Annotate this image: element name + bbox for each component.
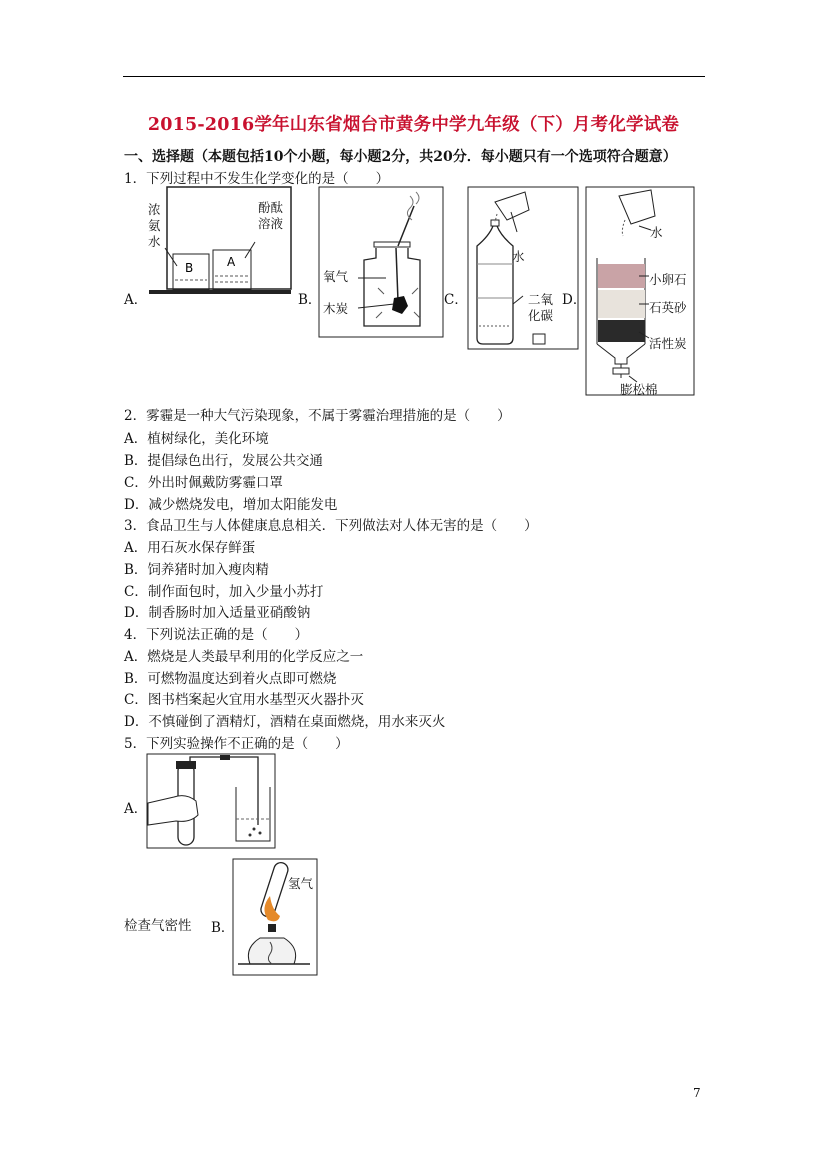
- hydrogen-label: 氢气: [288, 876, 314, 891]
- beaker: [236, 787, 270, 841]
- q5-option-b-label: B．: [211, 920, 235, 936]
- phenolphthalein-label: 酚酞溶液: [258, 200, 284, 231]
- q5-option-a-label: A．: [124, 801, 148, 817]
- q3-option-b: B．饲养猪时加入瘦肉精: [124, 562, 269, 578]
- q1-option-a-label: A．: [124, 292, 148, 308]
- header-rule: [123, 76, 705, 77]
- q5-figure-a: [146, 753, 276, 849]
- q3-stem: 3．食品卫生与人体健康息息相关．下列做法对人体无害的是（ ）: [124, 518, 538, 534]
- q4-option-a: A．燃烧是人类最早利用的化学反应之一: [124, 649, 364, 665]
- charcoal-label: 木炭: [323, 301, 349, 316]
- beaker-a-label: A: [227, 255, 236, 269]
- q2-stem: 2．雾霾是一种大气污染现象，不属于雾霾治理措施的是（ ）: [124, 408, 511, 424]
- q5-option-a-caption: 检查气密性: [124, 918, 192, 934]
- pebble-label: 小卵石: [649, 272, 687, 287]
- q3-option-c: C．制作面包时，加入少量小苏打: [124, 584, 324, 600]
- q1-stem: 1．下列过程中不发生化学变化的是（ ）: [124, 171, 390, 187]
- q2-option-c: C．外出时佩戴防雾霾口罩: [124, 475, 283, 491]
- page-title: 2015-2016学年山东省烟台市黄务中学九年级（下）月考化学试卷: [147, 115, 680, 135]
- q4-option-c: C．图书档案起火宜用水基型灭火器扑灭: [124, 692, 364, 708]
- sand-label: 石英砂: [649, 300, 687, 315]
- q1-figure-c: [467, 186, 579, 350]
- q1-option-b-label: B．: [298, 292, 322, 308]
- q4-stem: 4．下列说法正确的是（ ）: [124, 627, 309, 643]
- oxygen-label: 氧气: [323, 269, 349, 284]
- q4-option-b: B．可燃物温度达到着火点即可燃烧: [124, 671, 337, 687]
- q4-option-d: D．不慎碰倒了酒精灯，酒精在桌面燃烧，用水来灭火: [124, 714, 446, 730]
- q5-stem: 5．下列实验操作不正确的是（ ）: [124, 736, 349, 752]
- co2-label: 二氧化碳: [528, 292, 554, 323]
- base-plate: [149, 290, 291, 294]
- water-label-d: 水: [650, 225, 663, 240]
- pebble-layer: [598, 264, 645, 288]
- beaker-b-label: B: [185, 261, 194, 275]
- charcoal: [392, 296, 408, 314]
- pouring-beaker: [619, 190, 655, 224]
- q2-option-d: D．减少燃烧发电，增加太阳能发电: [124, 497, 338, 513]
- stopper: [176, 761, 196, 769]
- q2-option-b: B．提倡绿色出行，发展公共交通: [124, 453, 323, 469]
- section-heading: 一、选择题（本题包括10个小题，每小题2分，共20分．每小题只有一个选项符合题意）: [124, 149, 677, 165]
- q1-figure-d: [585, 186, 695, 396]
- carbon-label: 活性炭: [649, 336, 687, 351]
- q3-option-d: D．制香肠时加入适量亚硝酸钠: [124, 605, 311, 621]
- bottle-cap: [533, 334, 545, 344]
- q1-option-d-label: D．: [562, 292, 587, 308]
- q3-option-a: A．用石灰水保存鲜蛋: [124, 540, 256, 556]
- cotton-label: 膨松棉: [620, 382, 658, 397]
- gas-bottle: [364, 248, 420, 326]
- ammonia-label: 浓氨水: [148, 202, 161, 249]
- page-number: 7: [693, 1086, 701, 1100]
- carbon-layer: [598, 320, 645, 342]
- delivery-tube: [190, 757, 258, 825]
- sand-layer: [598, 290, 645, 318]
- water-label-c: 水: [512, 249, 525, 264]
- q1-option-c-label: C．: [444, 292, 468, 308]
- q2-option-a: A．植树绿化，美化环境: [124, 431, 269, 447]
- glass-plate: [374, 242, 410, 247]
